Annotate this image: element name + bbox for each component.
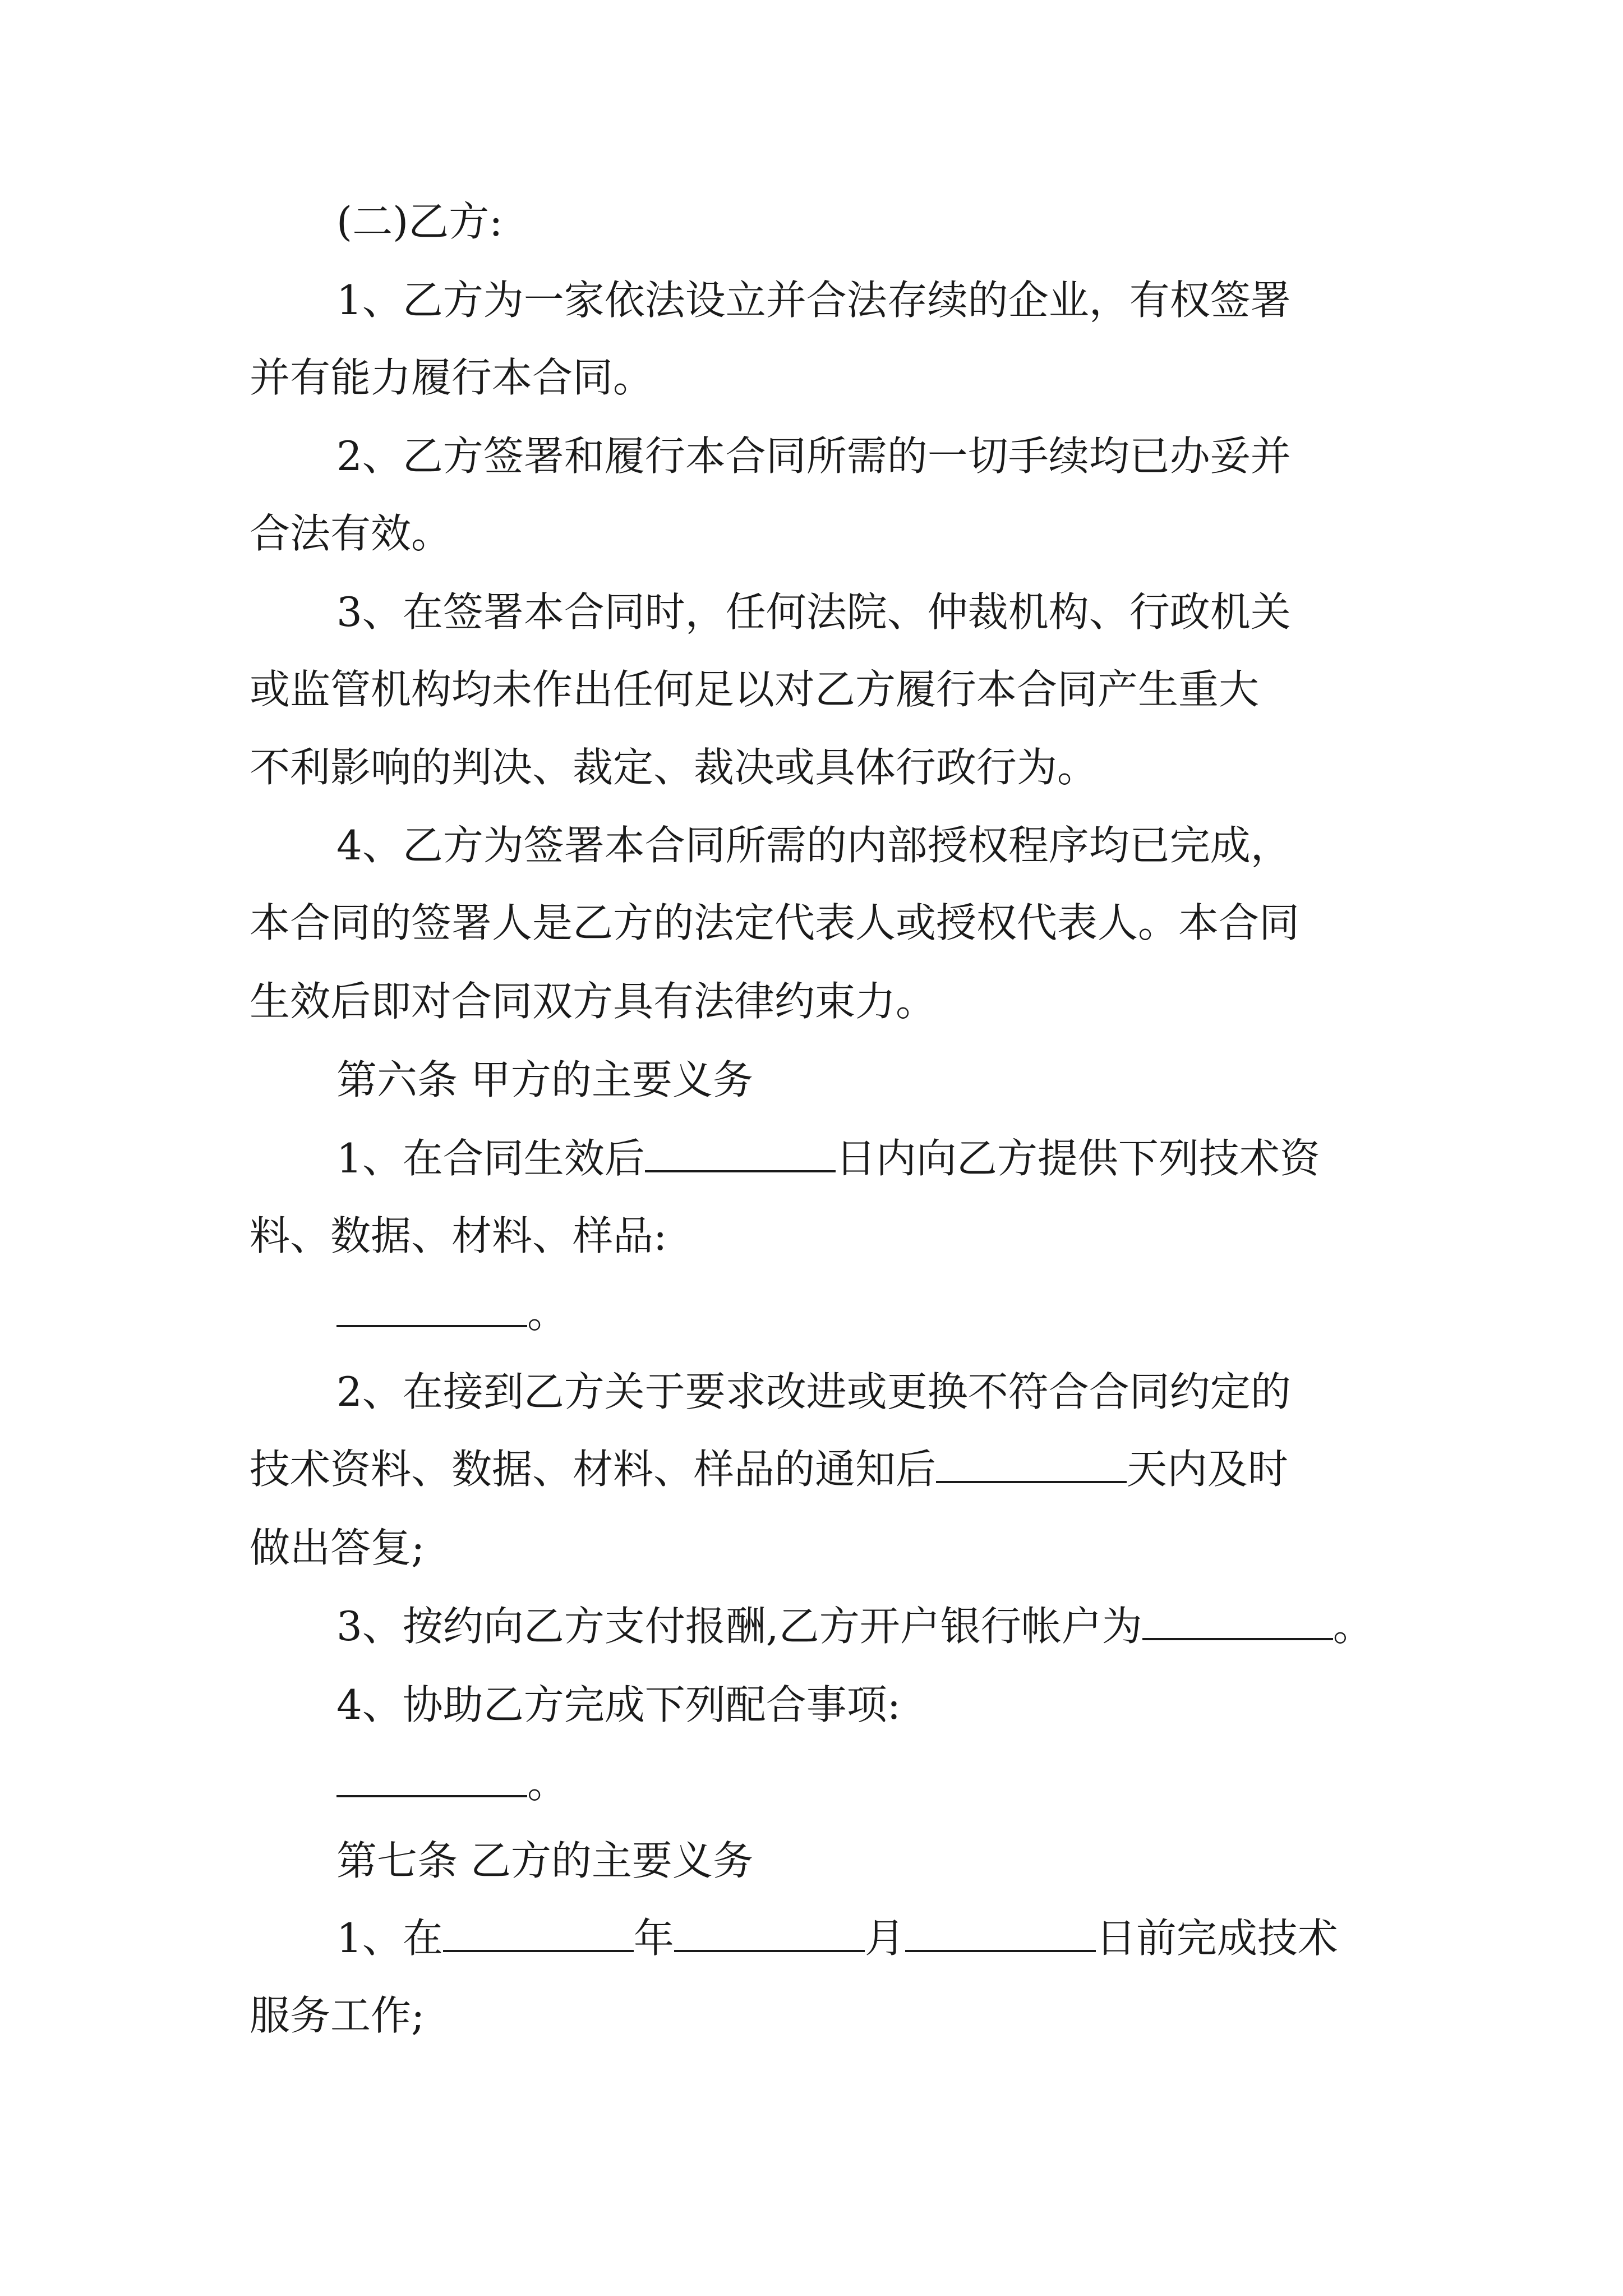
- article-6-item-2-suffix: 天内及时: [1127, 1446, 1289, 1493]
- blank-year-field[interactable]: [443, 1915, 634, 1952]
- article-6-item-2-prefix: 技术资料、数据、材料、样品的通知后: [250, 1446, 937, 1493]
- article-6-item-4-line-1: 4、协助乙方完成下列配合事项:: [336, 1681, 901, 1728]
- article-6-item-3-suffix: 。: [1332, 1603, 1373, 1650]
- party-b-item-1-line-2: 并有能力履行本合同。: [250, 354, 654, 401]
- article-6-item-4-end: 。: [527, 1760, 568, 1807]
- party-b-item-4-line-1: 4、乙方为签署本合同所需的内部授权程序均已完成，: [336, 822, 1291, 869]
- party-b-item-2-line-1: 2、乙方签署和履行本合同所需的一切手续均已办妥并: [336, 432, 1291, 480]
- blank-reply-days-field[interactable]: [936, 1446, 1127, 1483]
- party-b-item-4-line-3: 生效后即对合同双方具有法律约束力。: [250, 978, 937, 1025]
- month-label: 月: [864, 1915, 905, 1962]
- blank-days-field[interactable]: [645, 1135, 836, 1172]
- blank-day-field[interactable]: [905, 1915, 1096, 1952]
- article-6-item-3-line-1: [336, 1601, 1373, 1651]
- article-6-item-1-end: 。: [527, 1290, 568, 1337]
- party-b-item-2-line-2: 合法有效。: [250, 510, 452, 557]
- party-b-item-3-line-1: 3、在签署本合同时，任何法院、仲裁机构、行政机关: [336, 588, 1291, 636]
- article-7-item-1-line-1: [336, 1913, 1338, 1963]
- article-6-item-2-line-2: [250, 1444, 1288, 1494]
- blank-bank-account-field[interactable]: [1142, 1603, 1333, 1640]
- article-7-title: 第七条 乙方的主要义务: [336, 1837, 753, 1884]
- blank-materials-field[interactable]: [336, 1290, 527, 1327]
- blank-month-field[interactable]: [674, 1915, 865, 1952]
- article-6-item-2-line-3: 做出答复;: [250, 1524, 425, 1571]
- party-b-item-1-line-1: 1、乙方为一家依法设立并合法存续的企业，有权签署: [336, 277, 1291, 324]
- article-7-item-1-prefix: 1、在: [336, 1915, 443, 1962]
- party-b-heading: (二)乙方:: [336, 198, 503, 245]
- article-7-item-1-line-2: 服务工作;: [250, 1992, 425, 2039]
- party-b-item-4-line-2: 本合同的签署人是乙方的法定代表人或授权代表人。本合同: [250, 899, 1300, 946]
- blank-cooperation-field[interactable]: [336, 1760, 527, 1797]
- article-6-item-1-prefix: 1、在合同生效后: [336, 1135, 645, 1182]
- year-label: 年: [633, 1915, 674, 1962]
- article-6-item-2-line-1: 2、在接到乙方关于要求改进或更换不符合合同约定的: [336, 1368, 1291, 1415]
- article-6-item-4-line-2: [336, 1758, 568, 1809]
- article-6-item-1-suffix: 日内向乙方提供下列技术资: [835, 1135, 1320, 1182]
- party-b-item-3-line-2: 或监管机构均未作出任何足以对乙方履行本合同产生重大: [250, 666, 1260, 713]
- article-6-title: 第六条 甲方的主要义务: [336, 1056, 753, 1103]
- article-6-item-3-prefix: 3、按约向乙方支付报酬,乙方开户银行帐户为: [336, 1603, 1142, 1650]
- article-6-item-1-line-2: 料、数据、材料、样品:: [250, 1212, 667, 1259]
- article-6-item-1-line-1: [336, 1133, 1320, 1184]
- article-7-item-1-suffix: 日前完成技术: [1095, 1915, 1338, 1962]
- party-b-item-3-line-3: 不利影响的判决、裁定、裁决或具体行政行为。: [250, 744, 1098, 791]
- article-6-item-1-line-3: [336, 1288, 568, 1338]
